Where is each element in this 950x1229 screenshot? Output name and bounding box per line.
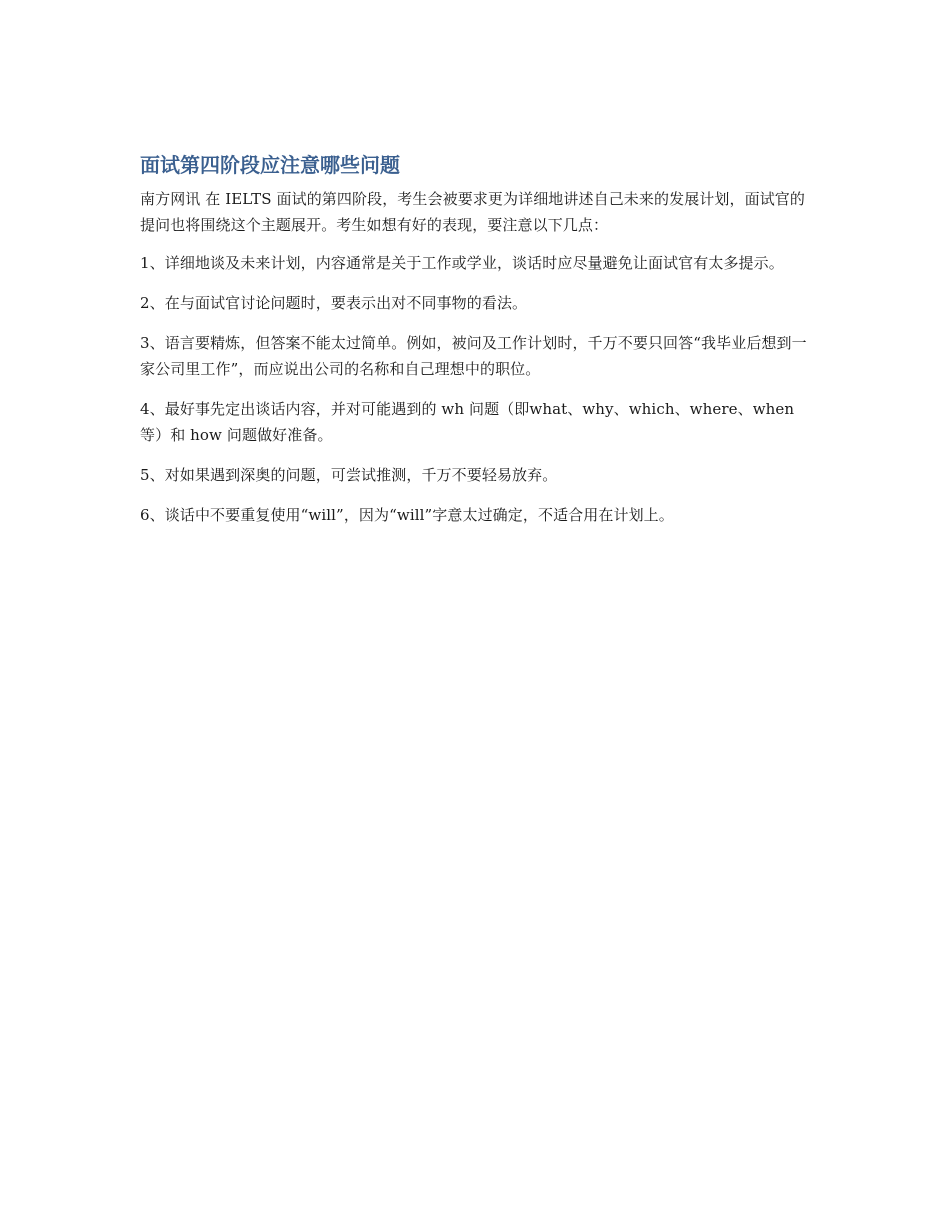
intro-paragraph: 南方网讯 在 IELTS 面试的第四阶段，考生会被要求更为详细地讲述自己未来的发展计划，面试官的提问也将围绕这个主题展开。考生如想有好的表现，要注意以下几点： — [140, 190, 806, 234]
point-4: 4、最好事先定出谈话内容，并对可能遇到的 wh 问题（即what、why、which、where、when 等）和 how 问题做好准备。 — [140, 400, 795, 444]
point-6: 6、谈话中不要重复使用“will”，因为“will”字意太过确定，不适合用在计划上。 — [140, 506, 674, 524]
point-1: 1、详细地谈及未来计划，内容通常是关于工作或学业，谈话时应尽量避免让面试官有太多提示。 — [140, 254, 784, 272]
point-3: 3、语言要精炼，但答案不能太过简单。例如，被问及工作计划时，千万不要只回答“我毕业后想到一家公司里工作”，而应说出公司的名称和自己理想中的职位。 — [140, 334, 807, 378]
point-5: 5、对如果遇到深奥的问题，可尝试推测，千万不要轻易放弃。 — [140, 466, 558, 484]
document-title: 面试第四阶段应注意哪些问题 — [140, 153, 400, 177]
document-page — [140, 150, 810, 542]
point-2: 2、在与面试官讨论问题时，要表示出对不同事物的看法。 — [140, 294, 528, 312]
